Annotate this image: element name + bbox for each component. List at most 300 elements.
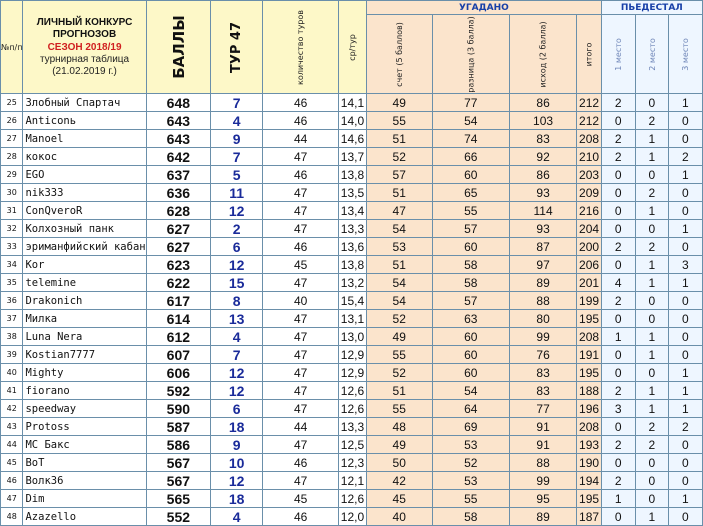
cell-number: 37 [1, 310, 23, 328]
table-row [1, 112, 703, 130]
col-header-tours-count: количество туров [263, 1, 339, 94]
table-row [1, 274, 703, 292]
cell-tours-count: 47 [263, 364, 339, 382]
cell-total: 209 [577, 184, 602, 202]
cell-tour-points: 7 [211, 94, 263, 112]
cell-outcome: 114 [510, 202, 577, 220]
cell-place3: 1 [669, 400, 703, 418]
cell-outcome: 76 [510, 346, 577, 364]
cell-score: 57 [366, 166, 432, 184]
cell-points: 552 [146, 508, 211, 526]
cell-avg: 12,6 [339, 400, 367, 418]
cell-diff: 63 [432, 310, 509, 328]
cell-avg: 13,3 [339, 220, 367, 238]
cell-place3: 2 [669, 418, 703, 436]
cell-diff: 65 [432, 184, 509, 202]
cell-tour-points: 5 [211, 166, 263, 184]
cell-avg: 13,5 [339, 184, 367, 202]
cell-points: 592 [146, 382, 211, 400]
cell-number: 29 [1, 166, 23, 184]
cell-points: 614 [146, 310, 211, 328]
table-row [1, 364, 703, 382]
cell-place2: 2 [635, 436, 669, 454]
cell-place2: 1 [635, 256, 669, 274]
cell-tours-count: 47 [263, 400, 339, 418]
cell-tours-count: 46 [263, 112, 339, 130]
cell-points: 617 [146, 292, 211, 310]
cell-outcome: 99 [510, 328, 577, 346]
cell-tours-count: 47 [263, 472, 339, 490]
cell-points: 607 [146, 346, 211, 364]
cell-place3: 1 [669, 166, 703, 184]
col-header-place1: 1 место [602, 15, 636, 94]
cell-avg: 12,9 [339, 346, 367, 364]
cell-diff: 69 [432, 418, 509, 436]
cell-place1: 1 [602, 328, 636, 346]
cell-place2: 0 [635, 490, 669, 508]
cell-diff: 77 [432, 94, 509, 112]
cell-place2: 1 [635, 202, 669, 220]
cell-score: 49 [366, 94, 432, 112]
cell-tours-count: 47 [263, 274, 339, 292]
cell-place3: 0 [669, 454, 703, 472]
cell-avg: 12,6 [339, 490, 367, 508]
cell-diff: 60 [432, 328, 509, 346]
table-row [1, 166, 703, 184]
table-row [1, 238, 703, 256]
cell-place2: 0 [635, 166, 669, 184]
cell-place2: 1 [635, 400, 669, 418]
cell-place1: 0 [602, 346, 636, 364]
cell-place1: 0 [602, 508, 636, 526]
cell-score: 55 [366, 400, 432, 418]
table-row [1, 346, 703, 364]
cell-place3: 0 [669, 184, 703, 202]
cell-number: 26 [1, 112, 23, 130]
title-block [23, 1, 146, 94]
cell-place1: 0 [602, 112, 636, 130]
cell-points: 643 [146, 130, 211, 148]
cell-points: 642 [146, 148, 211, 166]
cell-place1: 0 [602, 202, 636, 220]
cell-score: 55 [366, 112, 432, 130]
cell-score: 51 [366, 382, 432, 400]
cell-points: 587 [146, 418, 211, 436]
cell-number: 25 [1, 94, 23, 112]
cell-place2: 1 [635, 130, 669, 148]
cell-tours-count: 47 [263, 184, 339, 202]
cell-total: 212 [577, 94, 602, 112]
cell-total: 210 [577, 148, 602, 166]
cell-avg: 12,1 [339, 472, 367, 490]
cell-place2: 1 [635, 148, 669, 166]
cell-avg: 12,6 [339, 382, 367, 400]
cell-score: 51 [366, 184, 432, 202]
cell-tours-count: 46 [263, 238, 339, 256]
cell-diff: 55 [432, 202, 509, 220]
cell-avg: 12,0 [339, 508, 367, 526]
cell-avg: 13,2 [339, 274, 367, 292]
cell-points: 565 [146, 490, 211, 508]
cell-total: 193 [577, 436, 602, 454]
cell-place3: 0 [669, 436, 703, 454]
cell-points: 567 [146, 472, 211, 490]
cell-number: 46 [1, 472, 23, 490]
cell-tour-points: 11 [211, 184, 263, 202]
table-row [1, 400, 703, 418]
cell-tour-points: 18 [211, 490, 263, 508]
cell-place1: 2 [602, 436, 636, 454]
cell-place3: 0 [669, 292, 703, 310]
cell-outcome: 83 [510, 382, 577, 400]
cell-nickname: Kostian7777 [23, 346, 146, 364]
cell-place1: 2 [602, 292, 636, 310]
cell-points: 612 [146, 328, 211, 346]
cell-score: 54 [366, 292, 432, 310]
cell-place1: 0 [602, 418, 636, 436]
cell-number: 38 [1, 328, 23, 346]
cell-total: 195 [577, 364, 602, 382]
cell-total: 216 [577, 202, 602, 220]
cell-number: 42 [1, 400, 23, 418]
cell-score: 52 [366, 310, 432, 328]
table-row [1, 418, 703, 436]
col-header-score: счет (5 баллов) [366, 15, 432, 94]
cell-outcome: 86 [510, 166, 577, 184]
cell-score: 52 [366, 364, 432, 382]
cell-number: 43 [1, 418, 23, 436]
cell-nickname: Милка [23, 310, 146, 328]
cell-place2: 0 [635, 220, 669, 238]
cell-tour-points: 12 [211, 382, 263, 400]
table-row [1, 94, 703, 112]
cell-tour-points: 12 [211, 202, 263, 220]
cell-tours-count: 47 [263, 220, 339, 238]
cell-total: 208 [577, 130, 602, 148]
cell-place3: 0 [669, 112, 703, 130]
cell-score: 54 [366, 220, 432, 238]
cell-tours-count: 45 [263, 256, 339, 274]
cell-avg: 14,1 [339, 94, 367, 112]
cell-diff: 55 [432, 490, 509, 508]
cell-number: 36 [1, 292, 23, 310]
cell-avg: 13,4 [339, 202, 367, 220]
cell-total: 190 [577, 454, 602, 472]
cell-points: 586 [146, 436, 211, 454]
cell-place3: 0 [669, 238, 703, 256]
cell-place2: 0 [635, 310, 669, 328]
cell-nickname: Dim [23, 490, 146, 508]
cell-tour-points: 4 [211, 508, 263, 526]
cell-place3: 3 [669, 256, 703, 274]
cell-place1: 4 [602, 274, 636, 292]
cell-diff: 57 [432, 220, 509, 238]
cell-nickname: Luna Nera [23, 328, 146, 346]
cell-tour-points: 18 [211, 418, 263, 436]
cell-diff: 57 [432, 292, 509, 310]
cell-tours-count: 46 [263, 94, 339, 112]
cell-place1: 0 [602, 220, 636, 238]
cell-tour-points: 13 [211, 310, 263, 328]
cell-points: 623 [146, 256, 211, 274]
cell-tours-count: 47 [263, 346, 339, 364]
cell-total: 195 [577, 310, 602, 328]
cell-tour-points: 9 [211, 130, 263, 148]
cell-outcome: 103 [510, 112, 577, 130]
cell-tour-points: 15 [211, 274, 263, 292]
cell-score: 45 [366, 490, 432, 508]
group-header-guessed: УГАДАНО [366, 1, 601, 15]
cell-place3: 0 [669, 346, 703, 364]
cell-diff: 58 [432, 256, 509, 274]
cell-place2: 0 [635, 94, 669, 112]
cell-place1: 0 [602, 256, 636, 274]
cell-diff: 52 [432, 454, 509, 472]
cell-place3: 2 [669, 148, 703, 166]
cell-diff: 54 [432, 112, 509, 130]
table-row [1, 310, 703, 328]
cell-avg: 14,6 [339, 130, 367, 148]
cell-nickname: Manoel [23, 130, 146, 148]
cell-outcome: 77 [510, 400, 577, 418]
cell-number: 48 [1, 508, 23, 526]
cell-avg: 12,3 [339, 454, 367, 472]
cell-place1: 2 [602, 148, 636, 166]
cell-score: 53 [366, 238, 432, 256]
cell-number: 40 [1, 364, 23, 382]
cell-outcome: 95 [510, 490, 577, 508]
cell-place1: 2 [602, 472, 636, 490]
cell-points: 643 [146, 112, 211, 130]
cell-nickname: Kor [23, 256, 146, 274]
cell-place2: 1 [635, 508, 669, 526]
cell-nickname: кокос [23, 148, 146, 166]
cell-nickname: Mighty [23, 364, 146, 382]
cell-outcome: 89 [510, 508, 577, 526]
cell-score: 49 [366, 436, 432, 454]
col-header-outcome: исход (2 балла) [510, 15, 577, 94]
cell-outcome: 93 [510, 220, 577, 238]
subtitle: турнирная таблица [39, 53, 130, 65]
cell-tour-points: 7 [211, 148, 263, 166]
cell-outcome: 87 [510, 238, 577, 256]
cell-diff: 58 [432, 508, 509, 526]
cell-tours-count: 47 [263, 148, 339, 166]
cell-outcome: 88 [510, 454, 577, 472]
season-label: СЕЗОН 2018/19 [47, 41, 122, 53]
cell-nickname: Drakonich [23, 292, 146, 310]
cell-place3: 0 [669, 130, 703, 148]
cell-tours-count: 44 [263, 418, 339, 436]
cell-diff: 74 [432, 130, 509, 148]
col-header-diff: разница (3 балла) [432, 15, 509, 94]
cell-outcome: 88 [510, 292, 577, 310]
cell-place3: 1 [669, 220, 703, 238]
cell-place3: 1 [669, 274, 703, 292]
table-row [1, 490, 703, 508]
cell-place3: 0 [669, 202, 703, 220]
cell-points: 648 [146, 94, 211, 112]
table-row [1, 508, 703, 526]
cell-tour-points: 12 [211, 472, 263, 490]
cell-nickname: speedway [23, 400, 146, 418]
cell-place3: 1 [669, 364, 703, 382]
cell-total: 208 [577, 418, 602, 436]
cell-total: 212 [577, 112, 602, 130]
cell-nickname: BoT [23, 454, 146, 472]
cell-tour-points: 12 [211, 364, 263, 382]
table-body [1, 94, 703, 526]
cell-outcome: 89 [510, 274, 577, 292]
cell-tours-count: 47 [263, 382, 339, 400]
group-header-podium: ПЬЕДЕСТАЛ [602, 1, 703, 15]
cell-avg: 14,0 [339, 112, 367, 130]
title-line-1: ЛИЧНЫЙ КОНКУРС [36, 16, 133, 28]
col-header-place3: 3 место [669, 15, 703, 94]
cell-tour-points: 6 [211, 400, 263, 418]
cell-score: 52 [366, 148, 432, 166]
cell-place2: 2 [635, 184, 669, 202]
cell-place3: 0 [669, 310, 703, 328]
cell-place2: 2 [635, 238, 669, 256]
cell-points: 622 [146, 274, 211, 292]
cell-diff: 60 [432, 238, 509, 256]
cell-avg: 13,3 [339, 418, 367, 436]
cell-nickname: MC Бакс [23, 436, 146, 454]
cell-nickname: Azazello [23, 508, 146, 526]
cell-tour-points: 7 [211, 346, 263, 364]
cell-score: 48 [366, 418, 432, 436]
date-label: (21.02.2019 г.) [52, 65, 117, 77]
cell-number: 28 [1, 148, 23, 166]
cell-avg: 13,0 [339, 328, 367, 346]
cell-tours-count: 46 [263, 166, 339, 184]
cell-number: 31 [1, 202, 23, 220]
cell-place1: 0 [602, 364, 636, 382]
cell-place3: 1 [669, 382, 703, 400]
cell-tours-count: 44 [263, 130, 339, 148]
cell-tour-points: 10 [211, 454, 263, 472]
cell-number: 41 [1, 382, 23, 400]
cell-points: 627 [146, 238, 211, 256]
cell-number: 44 [1, 436, 23, 454]
cell-number: 30 [1, 184, 23, 202]
cell-place2: 1 [635, 274, 669, 292]
cell-outcome: 83 [510, 364, 577, 382]
cell-place3: 1 [669, 490, 703, 508]
cell-place3: 0 [669, 328, 703, 346]
cell-place2: 2 [635, 418, 669, 436]
table-row [1, 328, 703, 346]
cell-tour-points: 6 [211, 238, 263, 256]
table-row [1, 202, 703, 220]
cell-number: 35 [1, 274, 23, 292]
table-row [1, 292, 703, 310]
cell-avg: 13,1 [339, 310, 367, 328]
cell-diff: 60 [432, 166, 509, 184]
cell-avg: 15,4 [339, 292, 367, 310]
table-row [1, 454, 703, 472]
table-row [1, 382, 703, 400]
cell-place3: 0 [669, 508, 703, 526]
cell-points: 606 [146, 364, 211, 382]
cell-nickname: Protoss [23, 418, 146, 436]
cell-total: 195 [577, 490, 602, 508]
cell-tours-count: 47 [263, 202, 339, 220]
table-row [1, 472, 703, 490]
cell-nickname: nik333 [23, 184, 146, 202]
cell-tours-count: 47 [263, 436, 339, 454]
cell-diff: 58 [432, 274, 509, 292]
table-row [1, 436, 703, 454]
cell-score: 47 [366, 202, 432, 220]
cell-avg: 13,8 [339, 166, 367, 184]
cell-tour-points: 8 [211, 292, 263, 310]
cell-total: 196 [577, 400, 602, 418]
cell-tours-count: 40 [263, 292, 339, 310]
cell-total: 208 [577, 328, 602, 346]
col-header-tour: ТУР 47 [211, 1, 263, 94]
cell-number: 33 [1, 238, 23, 256]
table-row [1, 130, 703, 148]
cell-place1: 2 [602, 382, 636, 400]
cell-avg: 13,6 [339, 238, 367, 256]
cell-diff: 53 [432, 436, 509, 454]
cell-place1: 3 [602, 400, 636, 418]
table-row [1, 256, 703, 274]
cell-points: 567 [146, 454, 211, 472]
cell-tour-points: 4 [211, 328, 263, 346]
cell-total: 204 [577, 220, 602, 238]
header-row-1 [1, 1, 703, 15]
cell-nickname: ConQveroR [23, 202, 146, 220]
table-row [1, 184, 703, 202]
cell-nickname: Anticonь [23, 112, 146, 130]
cell-place3: 0 [669, 472, 703, 490]
cell-tours-count: 46 [263, 508, 339, 526]
cell-tours-count: 46 [263, 454, 339, 472]
cell-diff: 60 [432, 364, 509, 382]
cell-number: 32 [1, 220, 23, 238]
cell-avg: 13,7 [339, 148, 367, 166]
cell-outcome: 80 [510, 310, 577, 328]
cell-place1: 1 [602, 490, 636, 508]
col-header-points: БАЛЛЫ [146, 1, 211, 94]
cell-avg: 13,8 [339, 256, 367, 274]
cell-tours-count: 47 [263, 328, 339, 346]
cell-score: 54 [366, 274, 432, 292]
cell-nickname: telemine [23, 274, 146, 292]
cell-score: 50 [366, 454, 432, 472]
cell-place2: 0 [635, 364, 669, 382]
cell-place3: 1 [669, 94, 703, 112]
cell-outcome: 93 [510, 184, 577, 202]
cell-diff: 60 [432, 346, 509, 364]
cell-place2: 0 [635, 454, 669, 472]
table-row [1, 220, 703, 238]
cell-score: 42 [366, 472, 432, 490]
cell-diff: 64 [432, 400, 509, 418]
cell-total: 187 [577, 508, 602, 526]
cell-place2: 2 [635, 112, 669, 130]
cell-diff: 53 [432, 472, 509, 490]
cell-score: 51 [366, 130, 432, 148]
cell-nickname: fiorano [23, 382, 146, 400]
cell-nickname: Злобный Спартач [23, 94, 146, 112]
cell-number: 34 [1, 256, 23, 274]
cell-score: 51 [366, 256, 432, 274]
cell-tour-points: 2 [211, 220, 263, 238]
